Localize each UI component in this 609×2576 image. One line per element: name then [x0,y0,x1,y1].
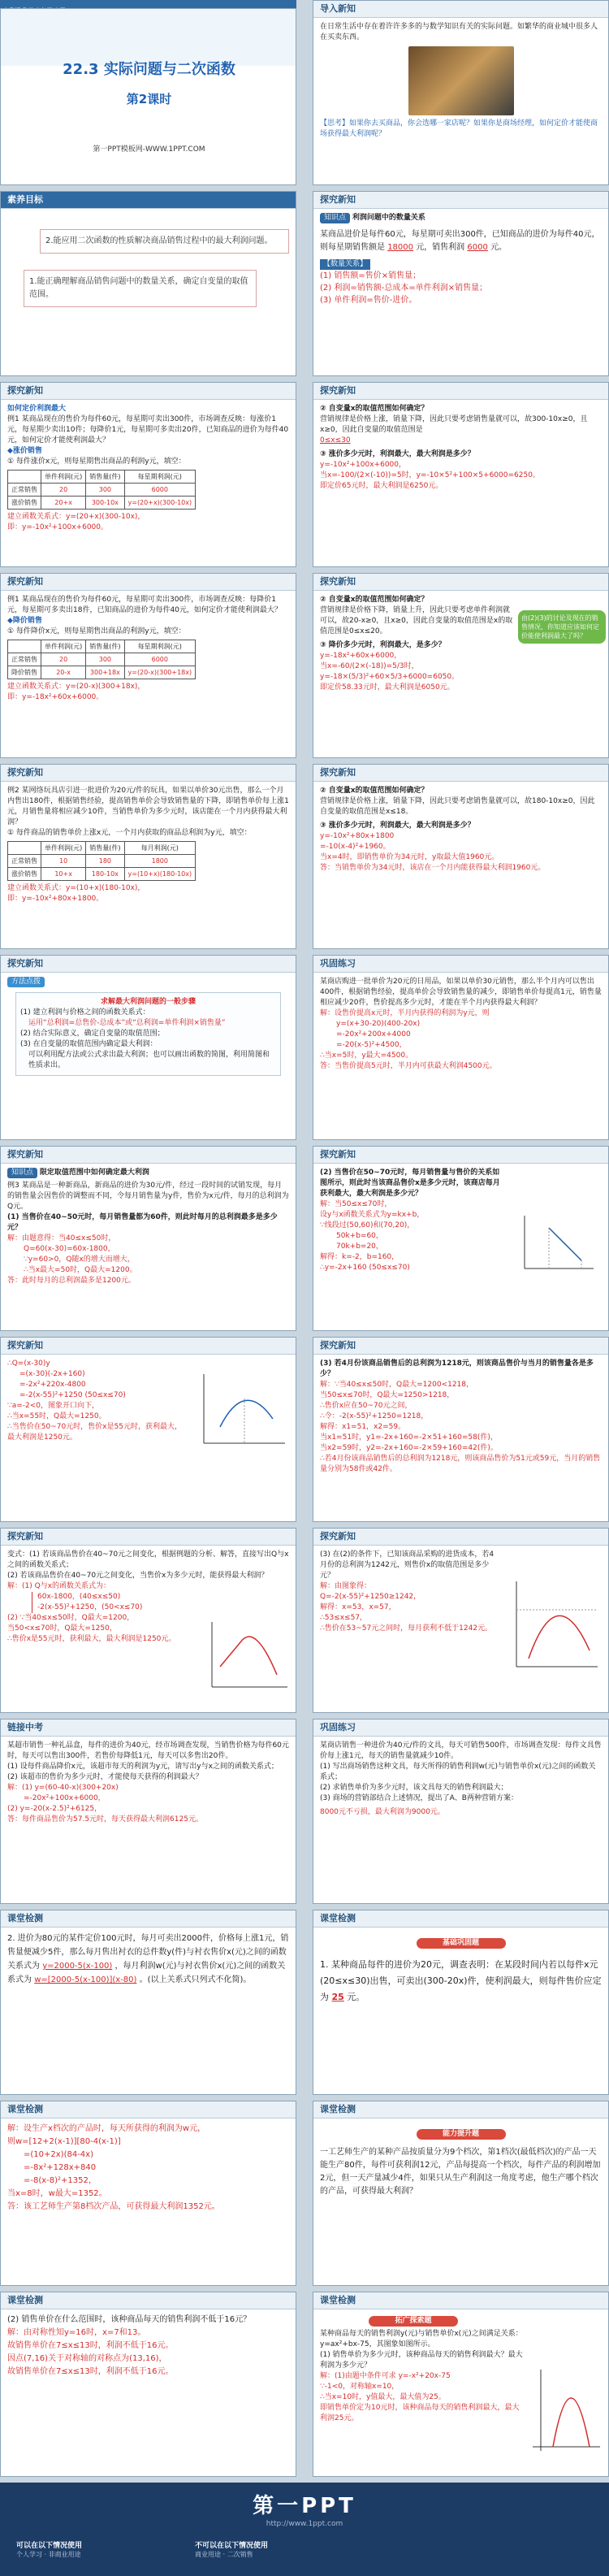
slide-header: 素养目标 [1,192,296,209]
relation-1: (1) 销售额=售价×销售量； [320,271,421,280]
practice-text: 某商店销售一种进价为40元/件的文具，每天可销售500件，市场调查发现：每件文具售价每上涨1元，每天的销售量就减少10件。 [320,1741,602,1760]
slide-check-4 [313,2101,609,2286]
answer: ∴售价x是55元时，获利最大，最大利润是1250元。 [7,1635,176,1643]
when: 当x=8时，w最大=1352。 [7,2189,107,2198]
cell: 正常销售 [8,855,41,868]
slide-header: 课堂检测 [1,2101,296,2118]
slide-header: 探究新知 [313,765,608,782]
slide-header: 探究新知 [313,1338,608,1355]
col-header: 每星期利润(元) [124,471,196,484]
system-2: 70k+b=20， [336,1242,383,1251]
variant-2: (2) 若该商品售价在40~70元之间变化，当售价x为多少元时，能获得最大利润？ [7,1572,269,1580]
slide-explore-6 [0,764,296,949]
slide-header: 课堂检测 [313,1910,608,1928]
answer: 答：该工艺师生产第8档次产品，可获得最大利润1352元。 [7,2202,220,2211]
step-3: (3) 在自变量的取值范围内确定最大利润： [20,1040,158,1048]
slide-header: 巩固练习 [313,956,608,973]
question-2: ② 自变量x的取值范围如何确定？ [320,596,429,604]
solution: 解：由题意得：当40≤x≤50时， [7,1234,116,1242]
desc: 设y与x函数关系式为y=kx+b， [320,1211,425,1219]
col-header: 单件利润(元) [41,842,86,855]
cell: 300 [86,484,124,497]
question: 2. 进价为80元的某件定价100元时，每月可卖出2000件，价格每上涨1元，销售量便减少5件，那么每月售出衬衣的总件数y(件)与衬衣售价x(元)之间的函数关系式为 [7,1934,289,1971]
answer: ∴若4月份该商品销售后的总利润为1218元，则该商品售价为51元或59元，当月的销售量分别为58件或42件。 [320,1455,601,1473]
eq-3: =-20(x-5)²+4500， [336,1041,407,1049]
knowledge-title: 利润问题中的数量关系 [352,214,425,222]
line-3: ∴令：-2(x-55)²+1250=1218， [320,1412,429,1420]
intro-thought: 【思考】如果你去买商品，你会选哪一家店呢？如果你是商场经理，如何定价才能使商场获得最大利润呢？ [320,119,598,138]
question: 某种商品每天的销售利润y(元)与销售单价x(元)之间满足关系：y=ax²+bx-75，其图象如图所示。 [320,2330,523,2348]
knowledge-unit2: 元。 [490,243,508,252]
question: 1. 某种商品每件的进价为20元，调查表明：在某段时间内若以每件x元(20≤x≤30)出售，可卖出(300-20x)件，使利润最大，则每件售价应定为 [320,1959,602,2002]
profit-table [7,470,196,510]
question-2: ② 自变量x的取值范围如何确定？ [320,787,429,795]
slide-check-2 [313,1910,609,2095]
slide-practice-2 [313,1719,609,1904]
q2: (2) 该超市的售价为多少元时，才能使每天获得的利润最大？ [7,1773,203,1781]
slide-header: 课堂检测 [1,1910,296,1928]
line-1: 解：由对称性知y=16时，x=7和13。 [7,2328,146,2337]
question-3: (3) 若4月份该商品销售后的总利润为1218元，则该商品售价与当月的销售量各是多少？ [320,1360,594,1378]
q3: (3) 商场的营销部结合上述情况，提出了A、B两种营销方案： [320,1794,518,1802]
line-2: 故销售单价在7≤x≤13时，利润不低于16元。 [7,2341,174,2350]
line-2: 当50<x≤70时，Q最大=1250， [7,1624,117,1633]
solution: 解：∵当40≤x≤50时，Q最大=1200<1218， [320,1381,474,1389]
knowledge-title: 限定取值范围中如何确定最大利润 [39,1169,149,1177]
answer: 故销售单价在7≤x≤13时，利润不低于16元。 [7,2367,174,2376]
k: ∵a=-2<0，图象开口向下， [7,1402,100,1410]
q2: (2) 求销售单价为多少元时，该文具每天的销售利润最大； [320,1784,508,1792]
line-graph [516,1212,598,1277]
col-header: 销售量(件) [86,640,124,653]
eq-2: w=[2000-5(x-100)](x-80) [34,1975,137,1984]
left-title: 可以在以下情况使用 [16,2542,83,2550]
footer-band [0,2483,609,2576]
relation-line-2: 即：y=-10x²+80x+1800。 [7,895,104,903]
cover-title: 22.3 实际问题与二次函数 [63,61,235,78]
slide-summary-1 [0,955,296,1140]
right-sub: 商业用途 · 二次销售 [195,2551,253,2558]
when: 当x=4时，即销售单价为34元时，y取最大值1960元。 [320,853,499,861]
answer-2: 营销规律是价格下降，销量上升，因此只要考虑单件利润就可以，故20-x≥0，且x≥0，因此自变量的取值范围是x的取值范围是0≤x≤20。 [320,606,513,635]
when: ∴当x最大=50时，Q最大=1200。 [24,1266,137,1274]
footer-logo: 第一PPT [253,2494,356,2518]
when: ∴当x=55时，Q最大=1250。 [7,1412,106,1420]
left-sub: 个人学习 · 非商业用途 [16,2551,81,2558]
slide-explore-2 [0,382,296,567]
question: 一工艺师生产的某种产品按质量分为9个档次，第1档次(最低档次)的产品一天能生产80件，每件可获利润12元，产品每提高一个档次，每件产品的利润增加2元，但一天产量减少4件，如果只从生产利润这一角度考虑，他生产哪个档次的产品，可获得最大利润？ [320,2148,601,2196]
col-header: 每月利润(元) [124,842,196,855]
summary-title: 求解最大利润问题的一般步骤 [100,998,196,1006]
example-text: 例1 某商品现在的售价为每件60元，每星期可卖出300件，市场调查反映：每涨价1元，每星期少卖出10件；每降价1元，每星期可多卖出20件，已知商品的进价为每件40元，如何定价才能使利润最大？ [7,415,289,445]
intro-text: 在日常生活中存在着许许多多的与数学知识有关的实际问题。如繁华的商业城中很多人在买卖东西。 [320,23,598,41]
point: ∵线段过(50,60)和(70,20)， [320,1221,415,1229]
check-text: 某超市销售一种礼品盒，每件的进价为40元，经市场调查发现，当销售价格为每件60元时，每天可以售出300件，若售价每降低1元，每天可以多售出20件。 [7,1741,289,1760]
cell: y=(20-x)(300+18x) [124,666,196,679]
line-1: (2) ∵当40≤x≤50时，Q最大=1200， [7,1614,135,1622]
line-4: 解得：x1=51，x2=59。 [320,1423,406,1431]
answer: ∴售价在53~57元之间时，每月获利不低于1242元。 [320,1624,493,1633]
answer-3: 即定价58.33元时，最大利润是6050元。 [320,683,455,692]
cover-site: 第一PPT模板网-WWW.1PPT.COM [93,145,205,154]
slide-goals [0,191,296,376]
cell: 1800 [124,855,196,868]
cell: y=(20+x)(300-10x) [124,497,196,510]
slide-header: 探究新知 [313,1529,608,1546]
relation-line-2: 即：y=-18x²+60x+6000。 [7,693,104,701]
line-2: Q=-2(x-55)²+1250≥1242， [320,1593,421,1601]
line-1: 解：由图象得： [320,1582,372,1590]
solution: 解：当50≤x≤70时， [320,1200,392,1208]
footer-url[interactable]: http://www.1ppt.com [266,2520,343,2528]
slide-explore-8 [0,1146,296,1331]
solution: 解：设生产x档次的产品时，每天所获得的利润为w元， [7,2124,206,2133]
line-2: =-20x²+100x+6000， [24,1794,106,1802]
slide-check-1 [0,1719,296,1904]
answer-2: 营销规律是价格上涨，销量下降，因此只要考虑销售量就可以，故180-10x≥0，因此自变量的取值范围是x≤18。 [320,797,595,816]
knowledge-amount: 18000 [387,243,413,252]
answer: 答：每件商品售价为57.5元时，每天获得最大利润6125元。 [7,1815,203,1824]
cell: 正常销售 [8,484,41,497]
cell: 300-10x [86,497,124,510]
intro-photo [408,46,514,115]
slide-header: 课堂检测 [313,2292,608,2309]
top-strip [0,0,296,8]
answer-3: 答：当销售单价为34元时，该店在一个月内能获得最大利润1960元。 [320,864,546,872]
cell: 10 [41,855,86,868]
slide-header: 探究新知 [1,1147,296,1164]
cell: y=(10+x)(180-10x) [124,868,196,881]
relation-3: (3) 单件利润=售价-进价。 [320,296,417,305]
eq: ∴y=-2x+160 (50≤x≤70) [320,1264,410,1272]
answer: 答：此时每月的总利润最多是1200元。 [7,1277,136,1285]
vertex: 当x=-60/(2×(-18))=5/3时，y=-18×(5/3)²+60×5/3+6000=6050。 [320,662,460,681]
cell: 降价销售 [8,666,41,679]
slide-intro [313,0,609,185]
q1: (1) 写出商场销售这种文具，每天所得的销售利润w(元)与销售单价x(元)之间的函数关系式； [320,1763,596,1781]
slide-check-3 [0,1910,296,2095]
question-1: (1) 当售价在40~50元时，每月销售量都为60件，则此时每月的总利润最多是多少元？ [7,1213,278,1232]
knowledge-tag: 知识点 [320,213,350,223]
cell: 20+x [41,497,86,510]
slide-practice-1 [313,955,609,1140]
solution: 解：设售价提高x元时，半月内获得的利润为y元，则 [320,1009,490,1017]
line-1: 解：(1) y=(60-40-x)(300+20x) [7,1784,119,1792]
question-1: ① 每件降价x元，则每星期售出商品的利润y元，填空： [7,627,186,635]
eq-2: =-20x²+200x+4000 [336,1030,411,1039]
slide-explore-3 [313,382,609,567]
col-header: 销售量(件) [86,471,124,484]
knowledge-tag: 知识点 [7,1168,37,1178]
line-3: (2) y=-20(x-2.5)²+6125， [7,1805,102,1813]
equation: y=-18x²+60x+6000， [320,652,402,660]
answer-3: 即定价65元时，最大利润是6250元。 [320,482,443,490]
slide-header: 探究新知 [313,192,608,209]
cell: 180 [86,855,124,868]
slide-header: 探究新知 [313,1147,608,1164]
equation: y=-10x²+80x+1800 [320,832,395,840]
slide-explore-10 [0,1337,296,1522]
cell: 6000 [124,653,196,666]
piecewise [32,1592,159,1613]
relation-text: 建立函数关系式：y=(20+x)(300-10x)， [7,513,145,521]
analysis-label: ◆涨价销售 [7,447,42,455]
slide-header: 课堂检测 [313,2101,608,2118]
answer: 25 [331,1992,344,2002]
line-5: 当x1=51时，y1=-2x+160=-2×51+160=58(件)， [320,1433,498,1442]
step-2: (2) 结合实际意义，确定自变量的取值范围； [20,1030,165,1038]
section-title: 能力提升题 [417,2129,506,2140]
relation-line: 建立函数关系式：y=(20-x)(300+18x)， [7,683,145,691]
knowledge-profit: 6000 [467,243,488,252]
section-title: 拓广探索题 [369,2316,458,2327]
slide-explore-9 [313,1146,609,1331]
slide-knowledge-1 [313,191,609,376]
footer-left [16,2539,82,2559]
line-2: =(10+2x)(84-4x) [24,2150,93,2159]
eq-1: y=(x+30-20)(400-20x) [336,1020,421,1028]
col-header: 销售量(件) [86,842,124,855]
vertex: =-10(x-4)²+1960。 [320,843,391,851]
answer: ∴当售价在50~70元时，售价x是55元时，获利最大，最大利润是1250元。 [7,1423,182,1442]
case-2: -2(x-55)²+1250，(50<x≤70) [37,1603,143,1611]
slide-explore-7 [313,764,609,949]
slide-header: 课堂检测 [1,2292,296,2309]
line-2: =-2x²+220x-4800 [19,1381,86,1389]
tail: 。(以上关系式只列式不化简)。 [139,1975,252,1984]
vertex: 当x=-100/(2×(-10))=5时，y=-10×5²+100×5+6000=6250。 [320,471,540,479]
slide-header: 探究新知 [1,383,296,400]
line-3: =-2(x-55)²+1250 (50≤x≤70) [19,1391,126,1399]
line-1: =(x-30)(-2x+160) [19,1370,85,1378]
parabola-graph [529,2366,602,2455]
slide-header: 探究新知 [1,1338,296,1355]
cell: 20-x [41,666,86,679]
relation-2: (2) 利润=销售额-总成本=单件利润×销售量； [320,284,488,293]
when: ∴当x=5时，y最大=4500。 [320,1052,413,1060]
cell: 10+x [41,868,86,881]
cell: 180-10x [86,868,124,881]
eq-1: y=2000-5(x-100) [42,1962,113,1971]
method-tag: 方法点拨 [7,977,45,987]
question-1: ① 每件商品的销售单价上涨x元，一个月内获取的商品总利润为y元，填空： [7,829,252,837]
line-1: ∵-1<0，对称轴x=10， [320,2383,400,2391]
range: 0≤x≤30 [320,436,351,445]
relation-line-2: 即：y=-10x²+100x+6000。 [7,523,108,531]
goal-item-2: 2.能应用二次函数的性质解决商品销售过程中的最大利润问题。 [40,229,289,254]
slide-check-5 [0,2101,296,2286]
slide-header: 探究新知 [1,574,296,591]
col-header: 单件利润(元) [41,640,86,653]
cell: 20 [41,653,86,666]
line-2: ∴售价x应在50~70元之间， [320,1402,412,1410]
piecewise-graph [208,1618,289,1691]
slide-header: 探究新知 [1,765,296,782]
section-title: 基础巩固题 [417,1938,506,1949]
answer: 答：当售价提高5元时，半月内可获最大利润4500元。 [320,1062,497,1070]
footer-right [195,2539,268,2559]
range-graph [508,1577,602,1675]
step-3b: 可以利用配方法或公式求出最大利润；也可以画出函数的简图，利用简图和性质求出。 [28,1051,270,1069]
cell: 300+18x [86,666,124,679]
answer-2: 营销规律是价格上涨，销量下降，因此只要考虑销售量就可以，故300-10x≥0，且x≥0，因此自变量的取值范围是 [320,415,588,434]
parabola-graph [196,1370,289,1451]
slide-explore-4 [0,573,296,758]
eq-tail: ，每月利润w(元)与衬衣售价x(元)之间的函数关系式为 [7,1962,286,1984]
line-3: 解得：x=53，x=57， [320,1603,396,1611]
col-header: 单件利润(元) [41,471,86,484]
solution: 解：(1) Q与x的函数关系式为： [7,1582,111,1590]
cell: 正常销售 [8,653,41,666]
cell: 涨价销售 [8,868,41,881]
cell: 20 [41,484,86,497]
question-2: (2) 当售价在50~70元时，每月销售量与售价的关系如图所示，则此时当该商品售价x是多少元时，该商店每月获利最大，最大利润是多少元？ [320,1169,500,1198]
line-4: =-8(x-8)²+1352， [24,2176,97,2185]
alt: 因点(7,16)关于对称轴的对称点为(13,16)， [7,2354,167,2363]
slide-check-6 [313,2292,609,2477]
right-title: 不可以在以下情况使用 [195,2542,269,2550]
relation-line [7,512,289,523]
sub-label: ◆降价销售 [7,617,42,625]
explore-heading: 如何定价利润最大 [7,405,67,413]
cover-subtitle: 第2课时 [126,92,172,106]
profit-table [7,640,196,679]
system-1: 50k+b=60， [336,1232,383,1240]
slide-header: 探究新知 [1,1529,296,1546]
slide-explore-5 [313,573,609,758]
relations-title: 【数量关系】 [320,259,370,270]
unit: 元。 [347,1992,365,2002]
q2: (2) 销售单价在什么范围时，该种商品每天的销售利润不低于16元？ [7,2315,252,2324]
question-3: ③ 涨价多少元时，利润最大，最大利润是多少？ [320,822,475,830]
knowledge-unit: 元，销售利润 [416,243,465,252]
slide-check-7 [0,2292,296,2477]
line-1: 则w=[12+2(x-1)][80-4(x-1)] [7,2137,121,2146]
slide-explore-13 [313,1528,609,1713]
example-text: 例3 某商品是一种新商品，新商品的进价为30元/件，经过一段时间的试销发现，每月的销售量会因售价的调整而不同，令每月销售量为y件，售价为x元/件，每月的总利润为Q元。 [7,1182,289,1211]
case-1: 60x-1800，(40≤x≤50) [37,1593,121,1601]
knowledge-problem: 某商品进价是每件60元，每星期可卖出300件，已知商品的进价为每件40元，则每星期销售额是 [320,230,600,252]
profit-table [7,841,196,881]
answer-2: 即销售单价定为10元时，该种商品每天的销售利润最大，最大利润25元。 [320,2404,520,2422]
slide-explore-11 [313,1337,609,1522]
question: (3) 在(2)的条件下，已知该商品采购的进货成本，若4月份的总利润为1242元，则售价x的取值范围是多少元？ [320,1550,495,1580]
result: 解得：k=-2，b=160， [320,1253,400,1261]
q-line: ∴Q=(x-30)y [7,1360,50,1368]
slide-cover [0,8,296,185]
slide-header: 探究新知 [313,574,608,591]
slide-header: 巩固练习 [313,1720,608,1737]
slide-explore-12 [0,1528,296,1713]
solution: 解：(1)由题中条件可求 y=-x²+20x-75 [320,2372,451,2380]
slide-header: 探究新知 [313,383,608,400]
line-3: =-8x²+128x+840 [24,2163,97,2172]
cell: 6000 [124,484,196,497]
col-header: 每星期利润(元) [124,640,196,653]
hint-bubble: 由(2)(3)的讨论及现在的销售情况，你知道应该如何定价能使利润最大了吗？ [518,610,606,644]
slide-header: 导入新知 [313,1,608,18]
k: ∵y=60>0，Q随x的增大而增大， [24,1255,135,1264]
practice-text: 某商店购进一批单价为20元的日用品，如果以单价30元销售，那么半个月内可以售出400件，根据销售经验，提高单价会导致销售量的减少，即销售单价每提高1元，销售量相应减少20件，售价提高多少元时，才能在半个月内获得最大利润？ [320,978,602,1007]
example-text: 例2 某网络玩具店引进一批进价为20元/件的玩具，如果以单价30元出售，那么一个月内售出180件，根据销售经验，提高销售单价会导致销售量的下降，即销售单价每上涨1元，月销售量将相应减少10件，当销售单价为多少元时，该店能在一个月内获得最大利润？ [7,787,289,826]
variant-1: 变式：(1) 若该商品售价在40~70元之间变化，根据例题的分析、解答，直接写出Q与x之间的函数关系式； [7,1550,289,1569]
q1: (1) 销售单价为多少元时，该种商品每天的销售利润最大？最大利润为多少元？ [320,2351,523,2370]
question-2: ② 自变量x的取值范围如何确定？ [320,405,429,413]
summary-card [15,992,281,1076]
answer: ∴当x=10时，y值最大，最大值为25。 [320,2393,446,2401]
slide-header: 探究新知 [1,956,296,973]
goal-item-1: 1.能正确理解商品销售问题中的数量关系，确定自变量的取值范围。 [24,270,257,307]
eq: Q=60(x-30)=60x-1800， [24,1245,115,1253]
question-3: ③ 降价多少元时，利润最大，是多少？ [320,641,446,649]
answer: 8000元不亏损，最大利润为9000元。 [320,1808,445,1816]
slide-header: 链接中考 [1,1720,296,1737]
step-1: (1) 建立利润与价格之间的函数关系式： [20,1008,150,1017]
relation-line: 建立函数关系式：y=(10+x)(180-10x)， [7,884,145,892]
question-3: ③ 涨价多少元时，利润最大，最大利润是多少？ [320,450,475,458]
cell: 涨价销售 [8,497,41,510]
example-text: 例1 某商品现在的售价为每件60元，每星期可卖出300件，市场调查反映：每降价1元，每星期可多卖出18件，已知商品的进价为每件40元，如何定价才能使利润最大？ [7,596,282,614]
line-1: 当50≤x≤70时，Q最大=1250>1218， [320,1391,455,1399]
step-1b: 运用“总利润=总售价-总成本”或“总利润=单件利润×销售量” [28,1019,226,1027]
line-6: 当x2=59时，y2=-2x+160=-2×59+160=42(件)。 [320,1444,498,1452]
line-4: ∴53≤x≤57， [320,1614,368,1622]
question-1: ① 每件涨价x元，则每星期售出商品的利润y元，填空： [7,458,186,466]
q1: (1) 设每件商品降价x元，该超市每天的利润为y元，请写出y与x之间的函数关系式； [7,1763,279,1771]
equation: y=-10x²+100x+6000， [320,461,406,469]
cell: 300 [86,653,124,666]
